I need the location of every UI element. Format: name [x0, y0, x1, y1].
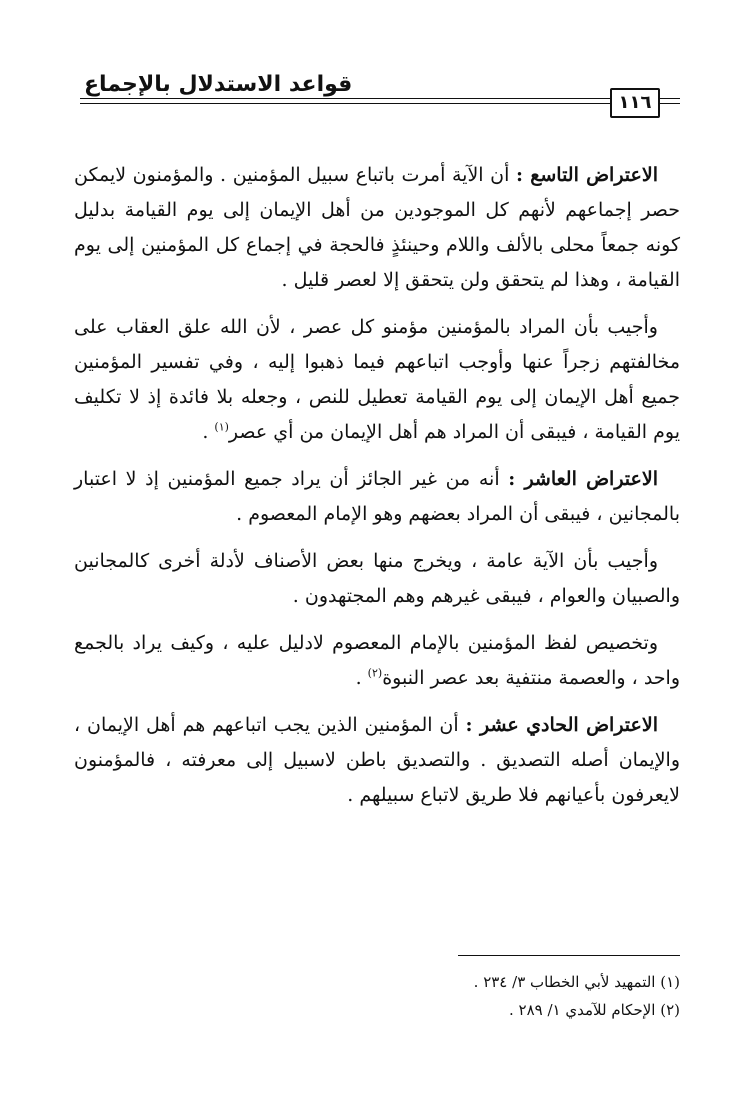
footnote-ref: (١) [214, 420, 229, 434]
running-title: قواعد الاستدلال بالإجماع [84, 72, 353, 97]
paragraph-objection-10 [74, 462, 680, 532]
footnote-ref: (٢) [367, 666, 383, 680]
footnote-1: (١) التمهيد لأبي الخطاب ٣/ ٢٣٤ . [473, 973, 680, 991]
paragraph-text: أنه من غير الجائز أن يراد جميع المؤمنين إذ لا اعتبار بالمجانين ، فيبقى أن المراد بعضهم وهو الإمام المعصوم . [74, 468, 680, 525]
footnote-2: (٢) الإحكام للآمدي ١/ ٢٨٩ . [509, 1001, 680, 1019]
paragraph-heading: الاعتراض الحادي عشر : [465, 714, 658, 736]
header-rule [660, 98, 680, 99]
paragraph-text: وأجيب بأن المراد بالمؤمنين مؤمنو كل عصر ، لأن الله علق العقاب على مخالفتهم زجراً عنها وأوجب اتباعهم فيما ذهبوا إليه ، وفي تفسير المؤمنين جميع أهل الإيمان إلى يوم القيامة تعطيل للنص ، وجعله بلا فائدة إذ لا تكليف يوم القيامة ، فيبقى أن المراد هم أهل الإيمان من أي عصر [74, 316, 680, 443]
paragraph-text: وتخصيص لفظ المؤمنين بالإمام المعصوم لادليل عليه ، وكيف يراد بالجمع واحد ، والعصمة منتفية بعد عصر النبوة [74, 632, 680, 689]
header-rule [660, 103, 680, 104]
paragraph-answer-9 [74, 310, 680, 450]
main-text [74, 158, 680, 825]
paragraph-heading: الاعتراض التاسع : [516, 164, 658, 186]
paragraph-tail: . [355, 667, 368, 689]
paragraph-text: أن الآية أمرت باتباع سبيل المؤمنين . والمؤمنون لايمكن حصر إجماعهم لأنهم كل الموجودين من أهل الإيمان إلى يوم القيامة بدليل كونه جمعاً محلى بالألف واللام وحينئذٍ فالحجة في إجماع كل المؤمنين إلى يوم القيامة ، وهذا لم يتحقق ولن يتحقق إلا لعصر قليل . [74, 164, 680, 291]
paragraph-heading: الاعتراض العاشر : [508, 468, 658, 490]
paragraph-tail: . [202, 421, 215, 443]
paragraph-text: أن المؤمنين الذين يجب اتباعهم هم أهل الإيمان ، والإيمان أصله التصديق . والتصديق باطن لاسبيل إلى معرفته ، فالمؤمنون لايعرفون بأعيانهم فلا طريق لاتباع سبيلهم . [74, 714, 680, 806]
paragraph-answer-10b [74, 626, 680, 696]
header-rule [80, 103, 610, 104]
page-number: ١١٦ [610, 88, 660, 118]
paragraph-objection-9 [74, 158, 680, 298]
paragraph-text: وأجيب بأن الآية عامة ، ويخرج منها بعض الأصناف لأدلة أخرى كالمجانين والصبيان والعوام ، فيبقى غيرهم وهم المجتهدون . [74, 550, 680, 607]
paragraph-objection-11 [74, 708, 680, 813]
footnotes [300, 968, 680, 1024]
header-rule [80, 98, 610, 99]
paragraph-answer-10 [74, 544, 680, 614]
footnote-separator [458, 955, 680, 956]
page-header [80, 70, 680, 120]
